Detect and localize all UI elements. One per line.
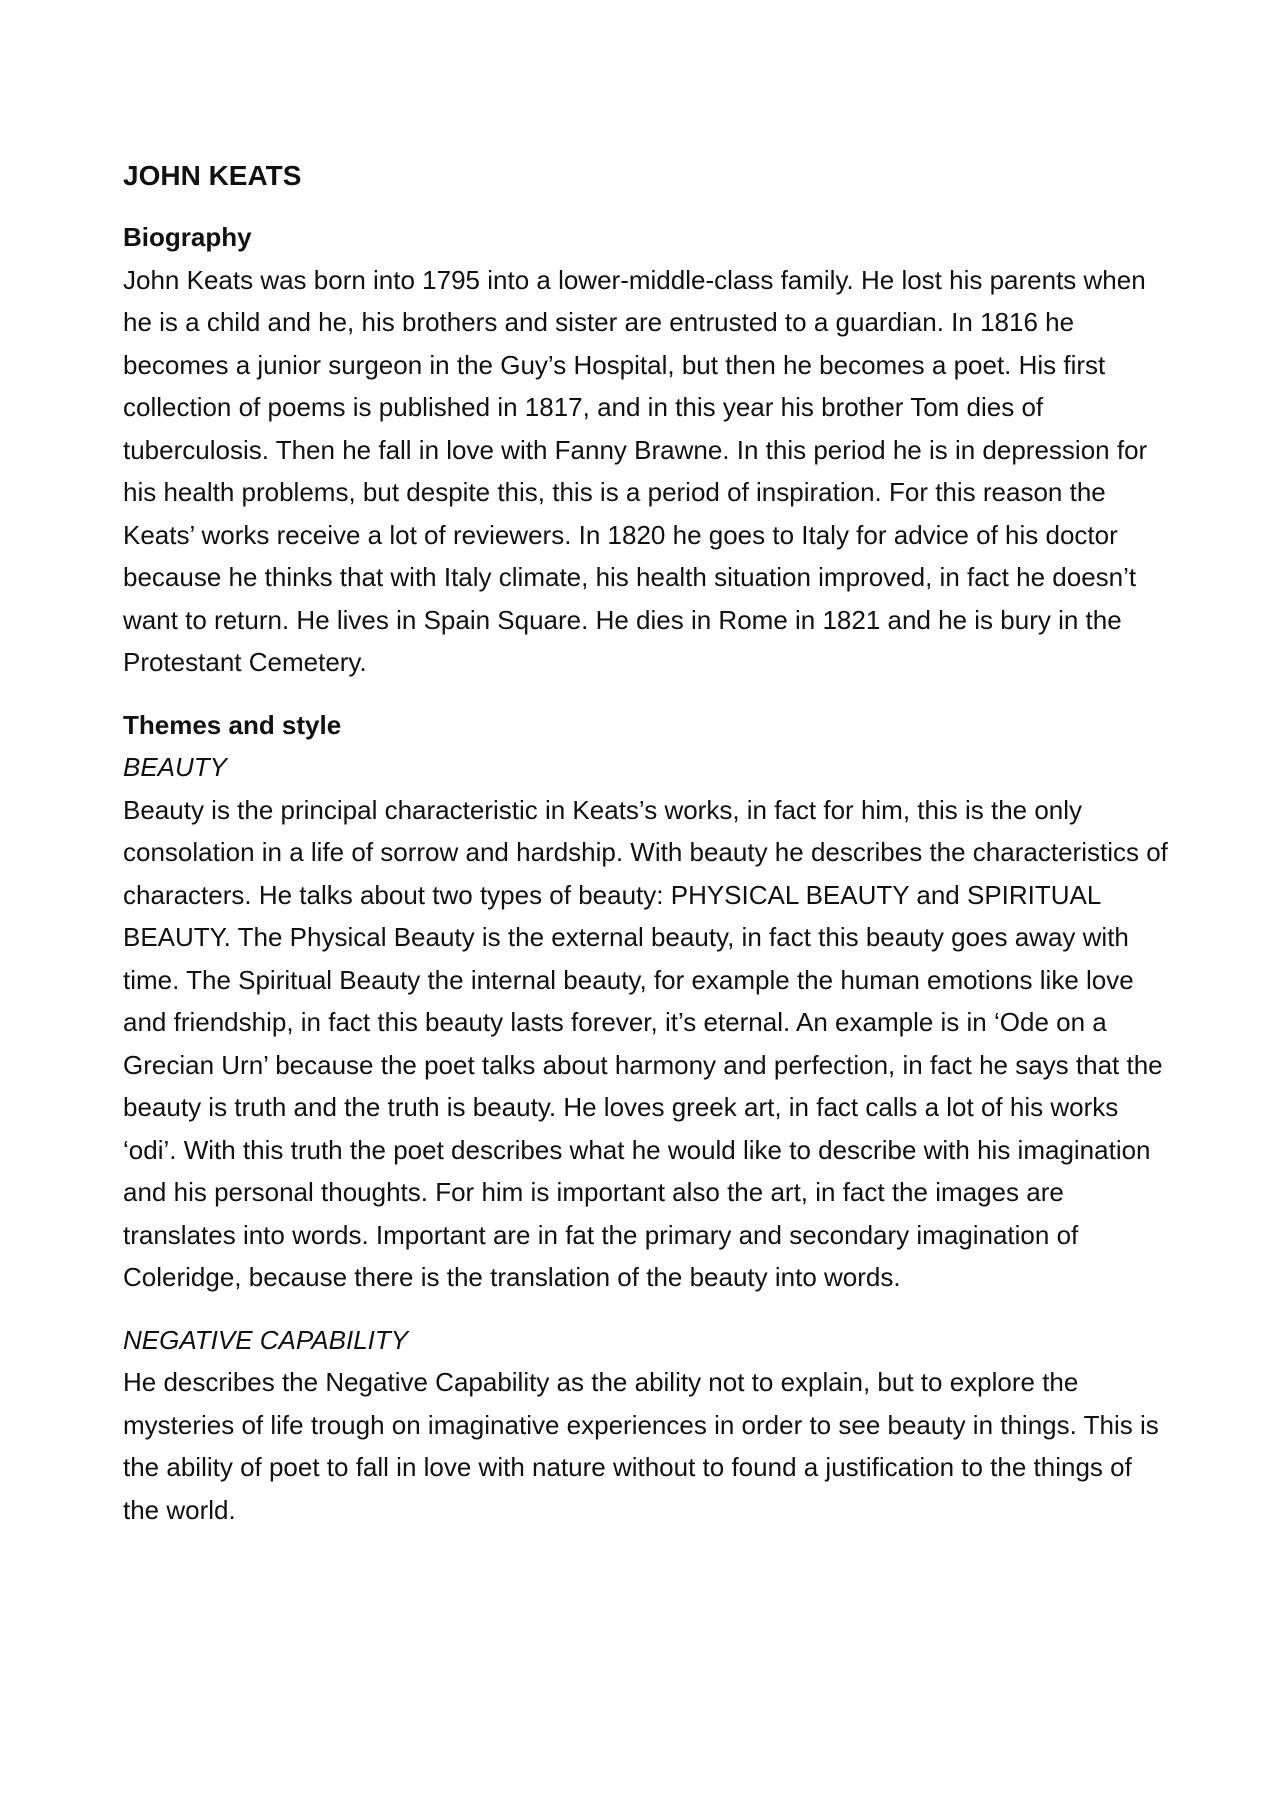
beauty-paragraph: Beauty is the principal characteristic in Keats’s works, in fact for him, this is the only consolation in a life of sorrow and hardship. With beauty he describes the characteristics of characters. He talks about two types of beauty: PHYSICAL BEAUTY and SPIRITUAL BEAUTY. The Physical Beauty is the external beauty, in fact this beauty goes away with time. The Spiritual Beauty the internal beauty, for example the human emotions like love and friendship, in fact this beauty lasts forever, it’s eternal. An example is in ‘Ode on a Grecian Urn’ because the poet talks about harmony and perfection, in fact he says that the beauty is truth and the truth is beauty. He loves greek art, in fact calls a lot of his works ‘odi’. With this truth the poet describes what he would like to describe with his imagination and his personal thoughts. For him is important also the art, in fact the images are translates into words. Important are in fat the primary and secondary imagination of Coleridge, because there is the translation of the beauty into words. [123,794,1168,1292]
negative-capability-subsection [123,1319,1175,1532]
themes-section [123,704,1175,1532]
document-body [123,158,1175,1531]
biography-paragraph: John Keats was born into 1795 into a lower-middle-class family. He lost his parents when he is a child and he, his brothers and sister are entrusted to a guardian. In 1816 he becomes a junior surgeon in the Guy’s Hospital, but then he becomes a poet. His first collection of poems is published in 1817, and in this year his brother Tom dies of tuberculosis. Then he fall in love with Fanny Brawne. In this period he is in depression for his health problems, but despite this, this is a period of inspiration. For this reason the Keats’ works receive a lot of reviewers. In 1820 he goes to Italy for advice of his doctor because he thinks that with Italy climate, his health situation improved, in fact he doesn’t want to return. He lives in Spain Square. He dies in Rome in 1821 and he is bury in the Protestant Cemetery. [123,264,1148,677]
biography-heading: Biography [123,222,252,252]
beauty-subsection [123,746,1175,1299]
beauty-subheading: BEAUTY [123,752,228,782]
negative-capability-paragraph: He describes the Negative Capability as the ability not to explain, but to explore the mysteries of life trough on imaginative experiences in order to see beauty in things. This is the ability of poet to fall in love with nature without to found a justification to the things of the world. [123,1367,1159,1525]
document-title: JOHN KEATS [123,160,302,191]
negative-capability-subheading: NEGATIVE CAPABILITY [123,1324,409,1355]
themes-heading: Themes and style [123,709,342,740]
biography-section [123,216,1175,684]
